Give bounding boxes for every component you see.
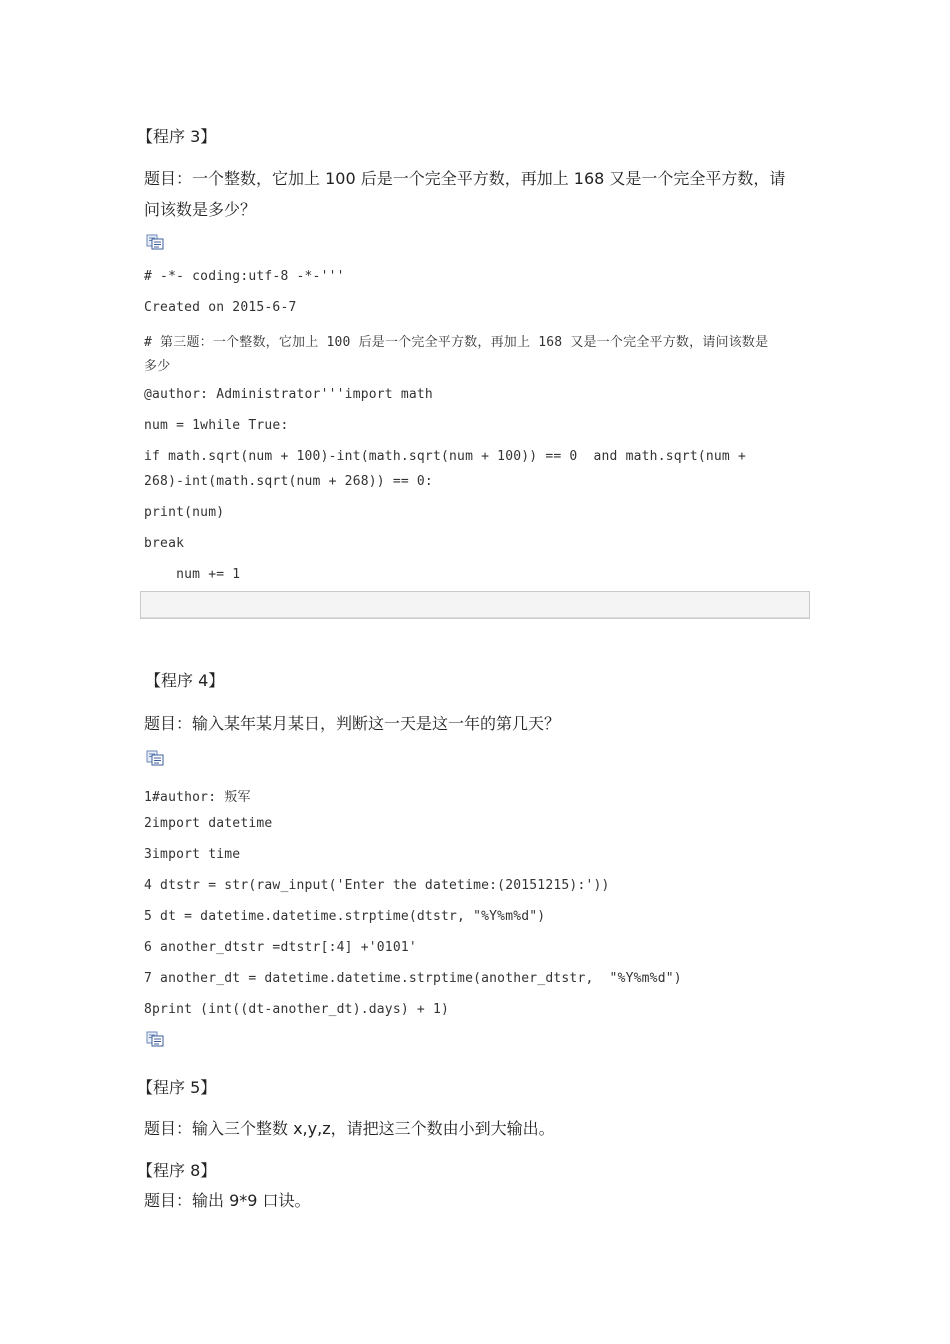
program-3-question-line-1: 题目：一个整数，它加上 100 后是一个完全平方数，再加上 168 又是一个完全平方数，请 — [144, 169, 786, 188]
program-4-question: 题目：输入某年某月某日，判断这一天是这一年的第几天？ — [144, 714, 561, 733]
copy-code-icon[interactable] — [146, 1031, 164, 1047]
code-line: @author: Administrator'''import math — [144, 387, 433, 402]
code-line: 3import time — [144, 847, 241, 862]
code-line: # -*- coding:utf-8 -*-''' — [144, 269, 345, 284]
program-3-question-line-2: 问该数是多少？ — [144, 200, 257, 219]
code-line: break — [144, 536, 185, 551]
program-3-heading: 【程序 3】 — [137, 127, 217, 146]
code-line: 5 dt = datetime.datetime.strptime(dtstr, "%Y%m%d") — [144, 909, 546, 924]
code-line: 268)-int(math.sqrt(num + 268)) == 0: — [144, 474, 433, 489]
code-line: 多少 — [144, 359, 171, 374]
code-block-scrollbar[interactable] — [140, 591, 810, 619]
code-line: if math.sqrt(num + 100)-int(math.sqrt(num + 100)) == 0 and math.sqrt(num + — [144, 449, 746, 464]
program-5-question: 题目：输入三个整数 x,y,z，请把这三个数由小到大输出。 — [144, 1119, 555, 1138]
code-line: num += 1 — [144, 567, 241, 582]
code-line: # 第三题：一个整数，它加上 100 后是一个完全平方数，再加上 168 又是一个完全平方数，请问该数是 — [144, 335, 769, 350]
code-line: print(num) — [144, 505, 225, 520]
code-line: 4 dtstr = str(raw_input('Enter the datetime:(20151215):')) — [144, 878, 610, 893]
program-4-heading: 【程序 4】 — [145, 671, 225, 690]
code-line: 2import datetime — [144, 816, 273, 831]
code-line: num = 1while True: — [144, 418, 289, 433]
program-5-heading: 【程序 5】 — [137, 1078, 217, 1097]
code-line: 1#author: 叛军 — [144, 790, 251, 805]
code-line: 8print (int((dt-another_dt).days) + 1) — [144, 1002, 450, 1017]
program-8-heading: 【程序 8】 — [137, 1161, 217, 1180]
code-line: 7 another_dt = datetime.datetime.strptime(another_dtstr, "%Y%m%d") — [144, 971, 682, 986]
code-line: Created on 2015-6-7 — [144, 300, 297, 315]
copy-code-icon[interactable] — [146, 750, 164, 766]
program-8-question: 题目：输出 9*9 口诀。 — [144, 1191, 311, 1210]
code-line: 6 another_dtstr =dtstr[:4] +'0101' — [144, 940, 417, 955]
copy-code-icon[interactable] — [146, 234, 164, 250]
